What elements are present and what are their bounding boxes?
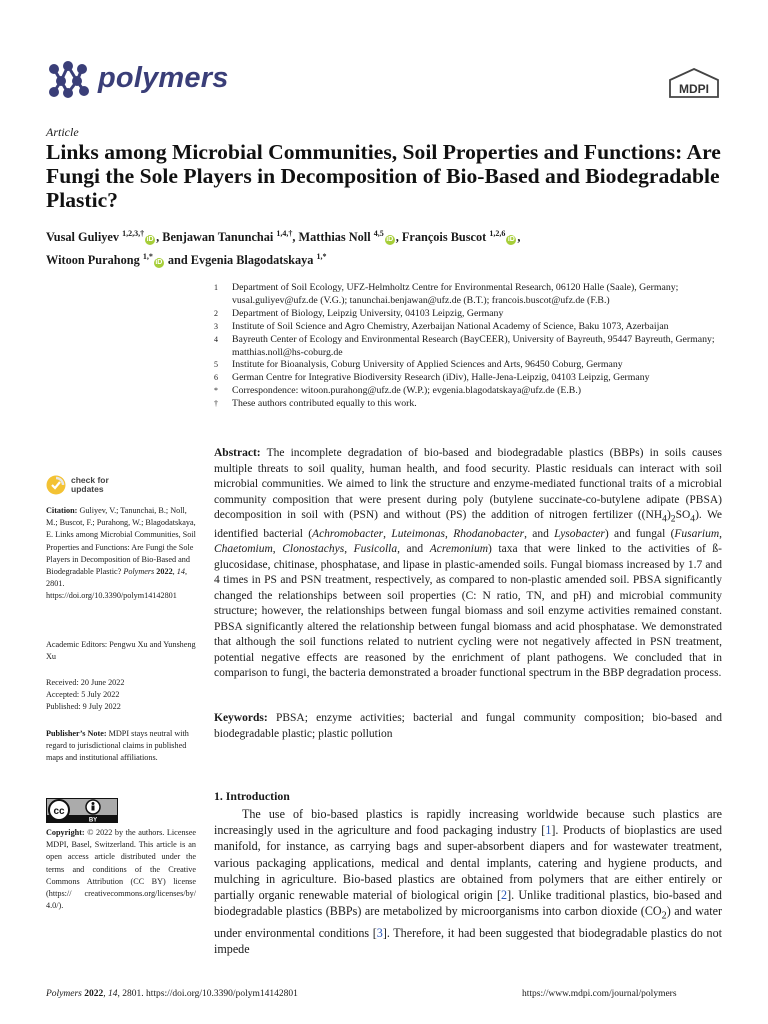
author-name: François Buscot xyxy=(401,230,490,245)
publication-dates xyxy=(46,677,196,714)
affiliation-mark: 4 xyxy=(214,334,218,344)
affiliation-mark: 6 xyxy=(214,373,218,383)
orcid-icon[interactable]: iD xyxy=(507,236,515,244)
author-list: Vusal Guliyev $^{1,2,3,\dagger}$iD , Benjawan Tanunchai $^{1,4,\dagger}$, Matthias Noll $^{4,5}$iD , François Buscot $^{1,2,6}$iD , Witoon Purahong $^{1,*}$iD and Evgenia Blagodatskaya $^{1,*}$ xyxy=(46,229,521,268)
affiliation-text: German Centre for Integrative Biodiversity Research (iDiv), Halle-Jena-Leipzig, 04103 Leipzig, Germany xyxy=(232,372,650,384)
check-updates-line2: updates xyxy=(71,484,104,494)
check-for-updates-badge[interactable] xyxy=(46,475,156,497)
affiliation-text: Correspondence: witoon.purahong@ufz.de (W.P.); evgenia.blagodatskaya@ufz.de (E.B.) xyxy=(232,385,582,397)
author-affiliation-marks: 1,* xyxy=(142,252,153,262)
introduction-text xyxy=(214,806,722,957)
received-date: Received: 20 June 2022 xyxy=(46,678,125,687)
affiliation-text: Institute of Soil Science and Agro Chemistry, Azerbaijan National Academy of Science, Baku 1073, Azerbaijan xyxy=(232,320,669,332)
affiliation-text: These authors contributed equally to this work. xyxy=(232,398,417,410)
affiliation-item xyxy=(214,372,734,385)
paper-title: Links among Microbial Communities, Soil Properties and Functions: Are Fungi the Sole Players in Decomposition of Bio-Based and Biodegradable Plastic? xyxy=(46,140,721,212)
polymers-logo-icon xyxy=(46,60,92,98)
cc-by-license-icon[interactable] xyxy=(46,798,118,823)
author-name: Witoon Purahong xyxy=(46,253,143,268)
svg-text:cc: cc xyxy=(53,806,65,817)
cc-badge-text: BY xyxy=(88,817,98,823)
introduction-heading: 1. Introduction xyxy=(214,789,290,803)
affiliation-text: Department of Soil Ecology, UFZ-Helmholtz Centre for Environmental Research, 06120 Halle (Saale), Germany; vusal.guliyev@ufz.de (V.G.); tanunchai.benjawan@ufz.de (B.T.); francois.buscot@ufz.de (F.B.) xyxy=(232,282,679,306)
footer-journal-url[interactable]: https://www.mdpi.com/journal/polymers xyxy=(522,989,677,999)
mdpi-logo-text: MDPI xyxy=(679,82,709,96)
orcid-icon[interactable]: iD xyxy=(386,236,394,244)
accepted-date: Accepted: 5 July 2022 xyxy=(46,690,120,700)
journal-name: polymers xyxy=(98,62,229,94)
affiliation-text: Institute for Bioanalysis, Coburg University of Applied Sciences and Arts, 96450 Coburg, Germany xyxy=(232,359,623,371)
check-updates-line1: check for xyxy=(71,475,109,485)
academic-editors: Academic Editors: Pengwu Xu and Yunsheng Xu xyxy=(46,640,196,662)
affiliation-text: Department of Biology, Leipzig University, 04103 Leipzig, Germany xyxy=(232,307,504,319)
affiliation-item xyxy=(214,334,734,360)
author-affiliation-marks: 4,5 xyxy=(373,229,384,238)
affiliation-mark: 1 xyxy=(214,283,218,292)
affiliation-item xyxy=(214,398,734,411)
copyright-notice: Copyright: © 2022 by the authors. Licensee MDPI, Basel, Switzerland. This article is an open access article distributed under the terms and conditions of the Creative Commons Attribution (CC BY) license (https:// creativecommons.org/licenses/by/ 4.0/). xyxy=(46,828,196,911)
affiliation-mark: 3 xyxy=(214,321,218,331)
affiliation-item xyxy=(214,385,734,398)
affiliation-mark: 2 xyxy=(214,308,218,318)
affiliation-item xyxy=(214,308,734,321)
keywords-label: Keywords: xyxy=(214,712,268,724)
publisher-note: Publisher’s Note: MDPI stays neutral with regard to jurisdictional claims in published maps and institutional affiliations. xyxy=(46,729,189,763)
author-affiliation-marks: 1,* xyxy=(316,252,327,262)
affiliations xyxy=(214,282,734,411)
abstract-text: The incomplete degradation of bio-based and biodegradable plastics (BBPs) in soils causes multiple threats to soil quality, human health, and food security. Plastic residuals can interact with soil microbial communities. We aimed to link the structure and enzyme-mediated functional traits of a microbial community composition that were present during poly (butylene succinate-co-butylene adipate (PBSA) decomposition in soil with (PSN) and without (PS) the addition of nitrogen fertilizer $((NH_4)_2SO_4)$. We identified bacterial (Achromobacter, Luteimonas, Rhodanobacter, and Lysobacter) and fungal (Fusarium, Chaetomium, Clonostachys, Fusicolla, and Acremonium) taxa that were linked to the activities of ß-glucosidase, chitinase, phosphatase, and lipase in plastic-amended soils. Fungal biomass increased by 1.7 and 4 times in PS and PSN treatment, respectively, as compared to non-plastic amended soil. PBSA significantly changed the relationships between soil properties (C: N ratio, TN, and pH) and microbial community structure; however, the relationships between fungal biomass and soil enzyme activities remained constant. PBSA significantly altered the relationship between fungal biomass and acid phosphatase. We demonstrated that although the soil functions related to nutrient cycling were not negatively affected in PSN treatment, potential negative effects are reasoned by the enrichment of plant pathogens. We concluded that in comparison to fungi, the bacteria demonstrated a broader functional spectrum in the BBP degradation process. xyxy=(214,447,723,680)
keywords xyxy=(214,711,722,742)
citation-block: Citation: Guliyev, V.; Tanunchai, B.; Noll, M.; Buscot, F.; Purahong, W.; Blagodatskaya, E. Links among Microbial Communities, Soil Properties and Functions: Are Fungi the Sole Players in Decomposition of Bio-Based and Biodegradable Plastic? Polymers 2022, 14, 2801. https://doi.org/10.3390/polym14142801 xyxy=(46,506,196,601)
keywords-text: PBSA; enzyme activities; bacterial and fungal community composition; bio-based and biodegradable plastic; plastic pollution xyxy=(214,712,723,740)
abstract-label: Abstract: xyxy=(214,447,261,459)
affiliation-item xyxy=(214,359,734,372)
author-name: Evgenia Blagodatskaya xyxy=(190,253,317,268)
author-affiliation-marks: 1,2,6 xyxy=(489,229,506,238)
author-name: Benjawan Tanunchai xyxy=(162,230,277,245)
affiliation-mark: 5 xyxy=(214,360,218,370)
affiliation-mark: * xyxy=(214,386,218,396)
author-affiliation-marks: 1,2,3,† xyxy=(122,229,145,238)
author-name: Matthias Noll xyxy=(298,230,374,245)
published-date: Published: 9 July 2022 xyxy=(46,702,121,712)
mdpi-logo xyxy=(668,68,720,98)
affiliation-item xyxy=(214,321,734,334)
introduction-paragraph: The use of bio-based plastics is rapidly increasing worldwide because such plastics are increasingly used in the agriculture and food packaging industry [1]. Products of bioplastics are used manifold, for instance, as carrying bags and super-absorbent diapers and for wastewater treatment, various packaging applications, medical and dental implants, catering and hygiene products, and mulching in agriculture. Bio-based plastics are obtained from polymers that are either entirely or partially organic renewable material of biological origin [2]. Unlike traditional plastics, bio-based and biodegradable plastics (BBPs) are metabolized by microorganisms into carbon dioxide $(CO_2)$ and water under environmental conditions [3]. Therefore, it had been suggested that biodegradable plastics do not impede xyxy=(214,807,723,957)
author-affiliation-marks: 1,4,† xyxy=(276,229,293,238)
affiliation-text: Bayreuth Center of Ecology and Environmental Research (BayCEER), University of Bayreuth, 95447 Bayreuth, Germany; matthias.noll@hs-coburg.de xyxy=(232,333,715,358)
article-type: Article xyxy=(46,125,79,139)
author-name: Vusal Guliyev xyxy=(46,230,123,245)
orcid-icon[interactable]: iD xyxy=(146,236,154,244)
affiliation-mark: † xyxy=(214,399,218,409)
orcid-icon[interactable]: iD xyxy=(155,259,163,267)
affiliation-item xyxy=(214,282,734,308)
abstract xyxy=(214,446,722,682)
footer-citation: Polymers 2022, 14, 2801. https://doi.org/10.3390/polym14142801 xyxy=(46,989,298,999)
check-updates-icon xyxy=(46,475,66,495)
